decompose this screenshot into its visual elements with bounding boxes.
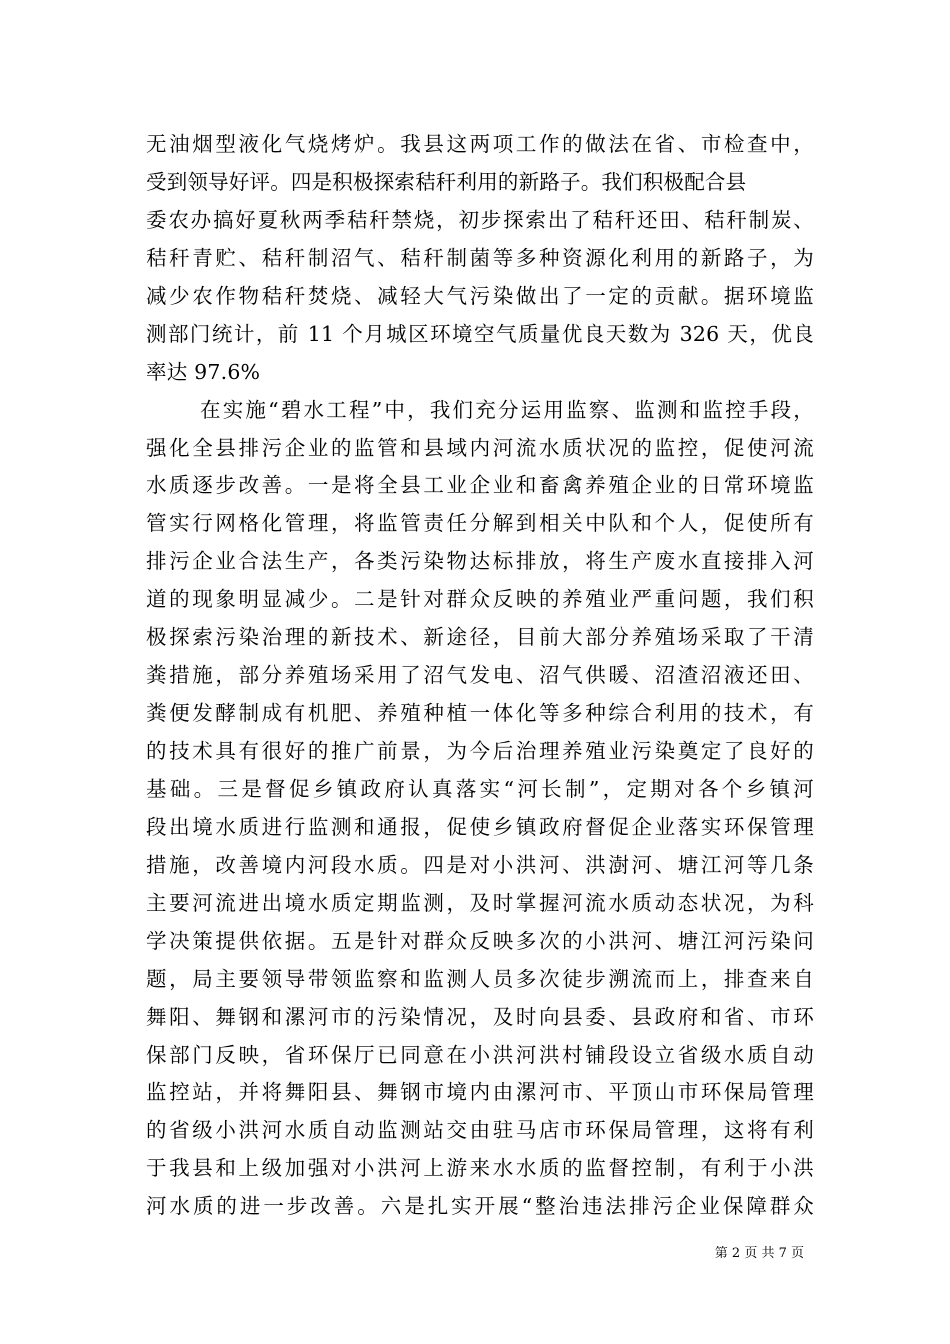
text-line: 水质逐步改善。一是将全县工业企业和畜禽养殖企业的日常环境监 (146, 473, 814, 498)
text-line: 的技术具有很好的推广前景，为今后治理养殖业污染奠定了良好的 (146, 739, 814, 763)
text-line: 河水质的进一步改善。六是扎实开展“整治违法排污企业保障群众 (146, 1194, 814, 1219)
text-line: 秸秆青贮、秸秆制沼气、秸秆制菌等多种资源化利用的新路子，为 (146, 245, 814, 270)
text-line: 监控站，并将舞阳县、舞钢市境内由漯河市、平顶山市环保局管理 (146, 1080, 814, 1105)
text-line: 排污企业合法生产，各类污染物达标排放，将生产废水直接排入河 (146, 549, 814, 574)
text-line: 舞阳、舞钢和漯河市的污染情况，及时向县委、县政府和省、市环 (146, 1004, 814, 1029)
text-line: 段出境水质进行监测和通报，促使乡镇政府督促企业落实环保管理 (146, 814, 814, 839)
text-line: 保部门反映，省环保厅已同意在小洪河洪村铺段设立省级水质自动 (146, 1042, 814, 1067)
text-line: 极探索污染治理的新技术、新途径，目前大部分养殖场采取了干清 (146, 625, 814, 650)
text-line: 学决策提供依据。五是针对群众反映多次的小洪河、塘江河污染问 (146, 928, 814, 953)
text-line: 道的现象明显减少。二是针对群众反映的养殖业严重问题，我们积 (146, 587, 814, 612)
text-line: 减少农作物秸秆焚烧、减轻大气污染做出了一定的贡献。据环境监 (146, 283, 814, 308)
page-indicator: 第 2 页 共 7 页 (714, 1246, 804, 1261)
text-line: 主要河流进出境水质定期监测，及时掌握河流水质动态状况，为科 (146, 890, 814, 915)
text-line: 基础。三是督促乡镇政府认真落实“河长制”，定期对各个乡镇河 (146, 776, 814, 801)
text-line: 无油烟型液化气烧烤炉。我县这两项工作的做法在省、市检查中， (146, 132, 814, 156)
text-line: 粪便发酵制成有机肥、养殖种植一体化等多种综合利用的技术，有 (146, 701, 814, 726)
text-line: 率达 97.6% (146, 359, 261, 384)
document-body (146, 126, 814, 1226)
paragraph-first-line: 在实施“碧水工程”中，我们充分运用监察、监测和监控手段， (200, 397, 814, 422)
text-line: 措施，改善境内河段水质。四是对小洪河、洪澍河、塘江河等几条 (146, 852, 814, 877)
text-line: 强化全县排污企业的监管和县域内河流水质状况的监控，促使河流 (146, 435, 814, 460)
text-line: 管实行网格化管理，将监管责任分解到相关中队和个人，促使所有 (146, 511, 814, 536)
text-line: 题，局主要领导带领监察和监测人员多次徒步溯流而上，排查来自 (146, 966, 814, 991)
text-line: 粪措施，部分养殖场采用了沼气发电、沼气供暖、沼渣沼液还田、 (146, 663, 814, 688)
text-line: 于我县和上级加强对小洪河上游来水水质的监督控制，有利于小洪 (146, 1156, 814, 1181)
text-line: 测部门统计，前 11 个月城区环境空气质量优良天数为 326 天，优良 (146, 321, 814, 346)
text-line: 委农办搞好夏秋两季秸秆禁烧，初步探索出了秸秆还田、秸秆制炭、 (146, 207, 814, 232)
text-line: 受到领导好评。四是积极探索秸秆利用的新路子。我们积极配合县 (146, 169, 747, 194)
text-line: 的省级小洪河水质自动监测站交由驻马店市环保局管理，这将有利 (146, 1118, 814, 1143)
